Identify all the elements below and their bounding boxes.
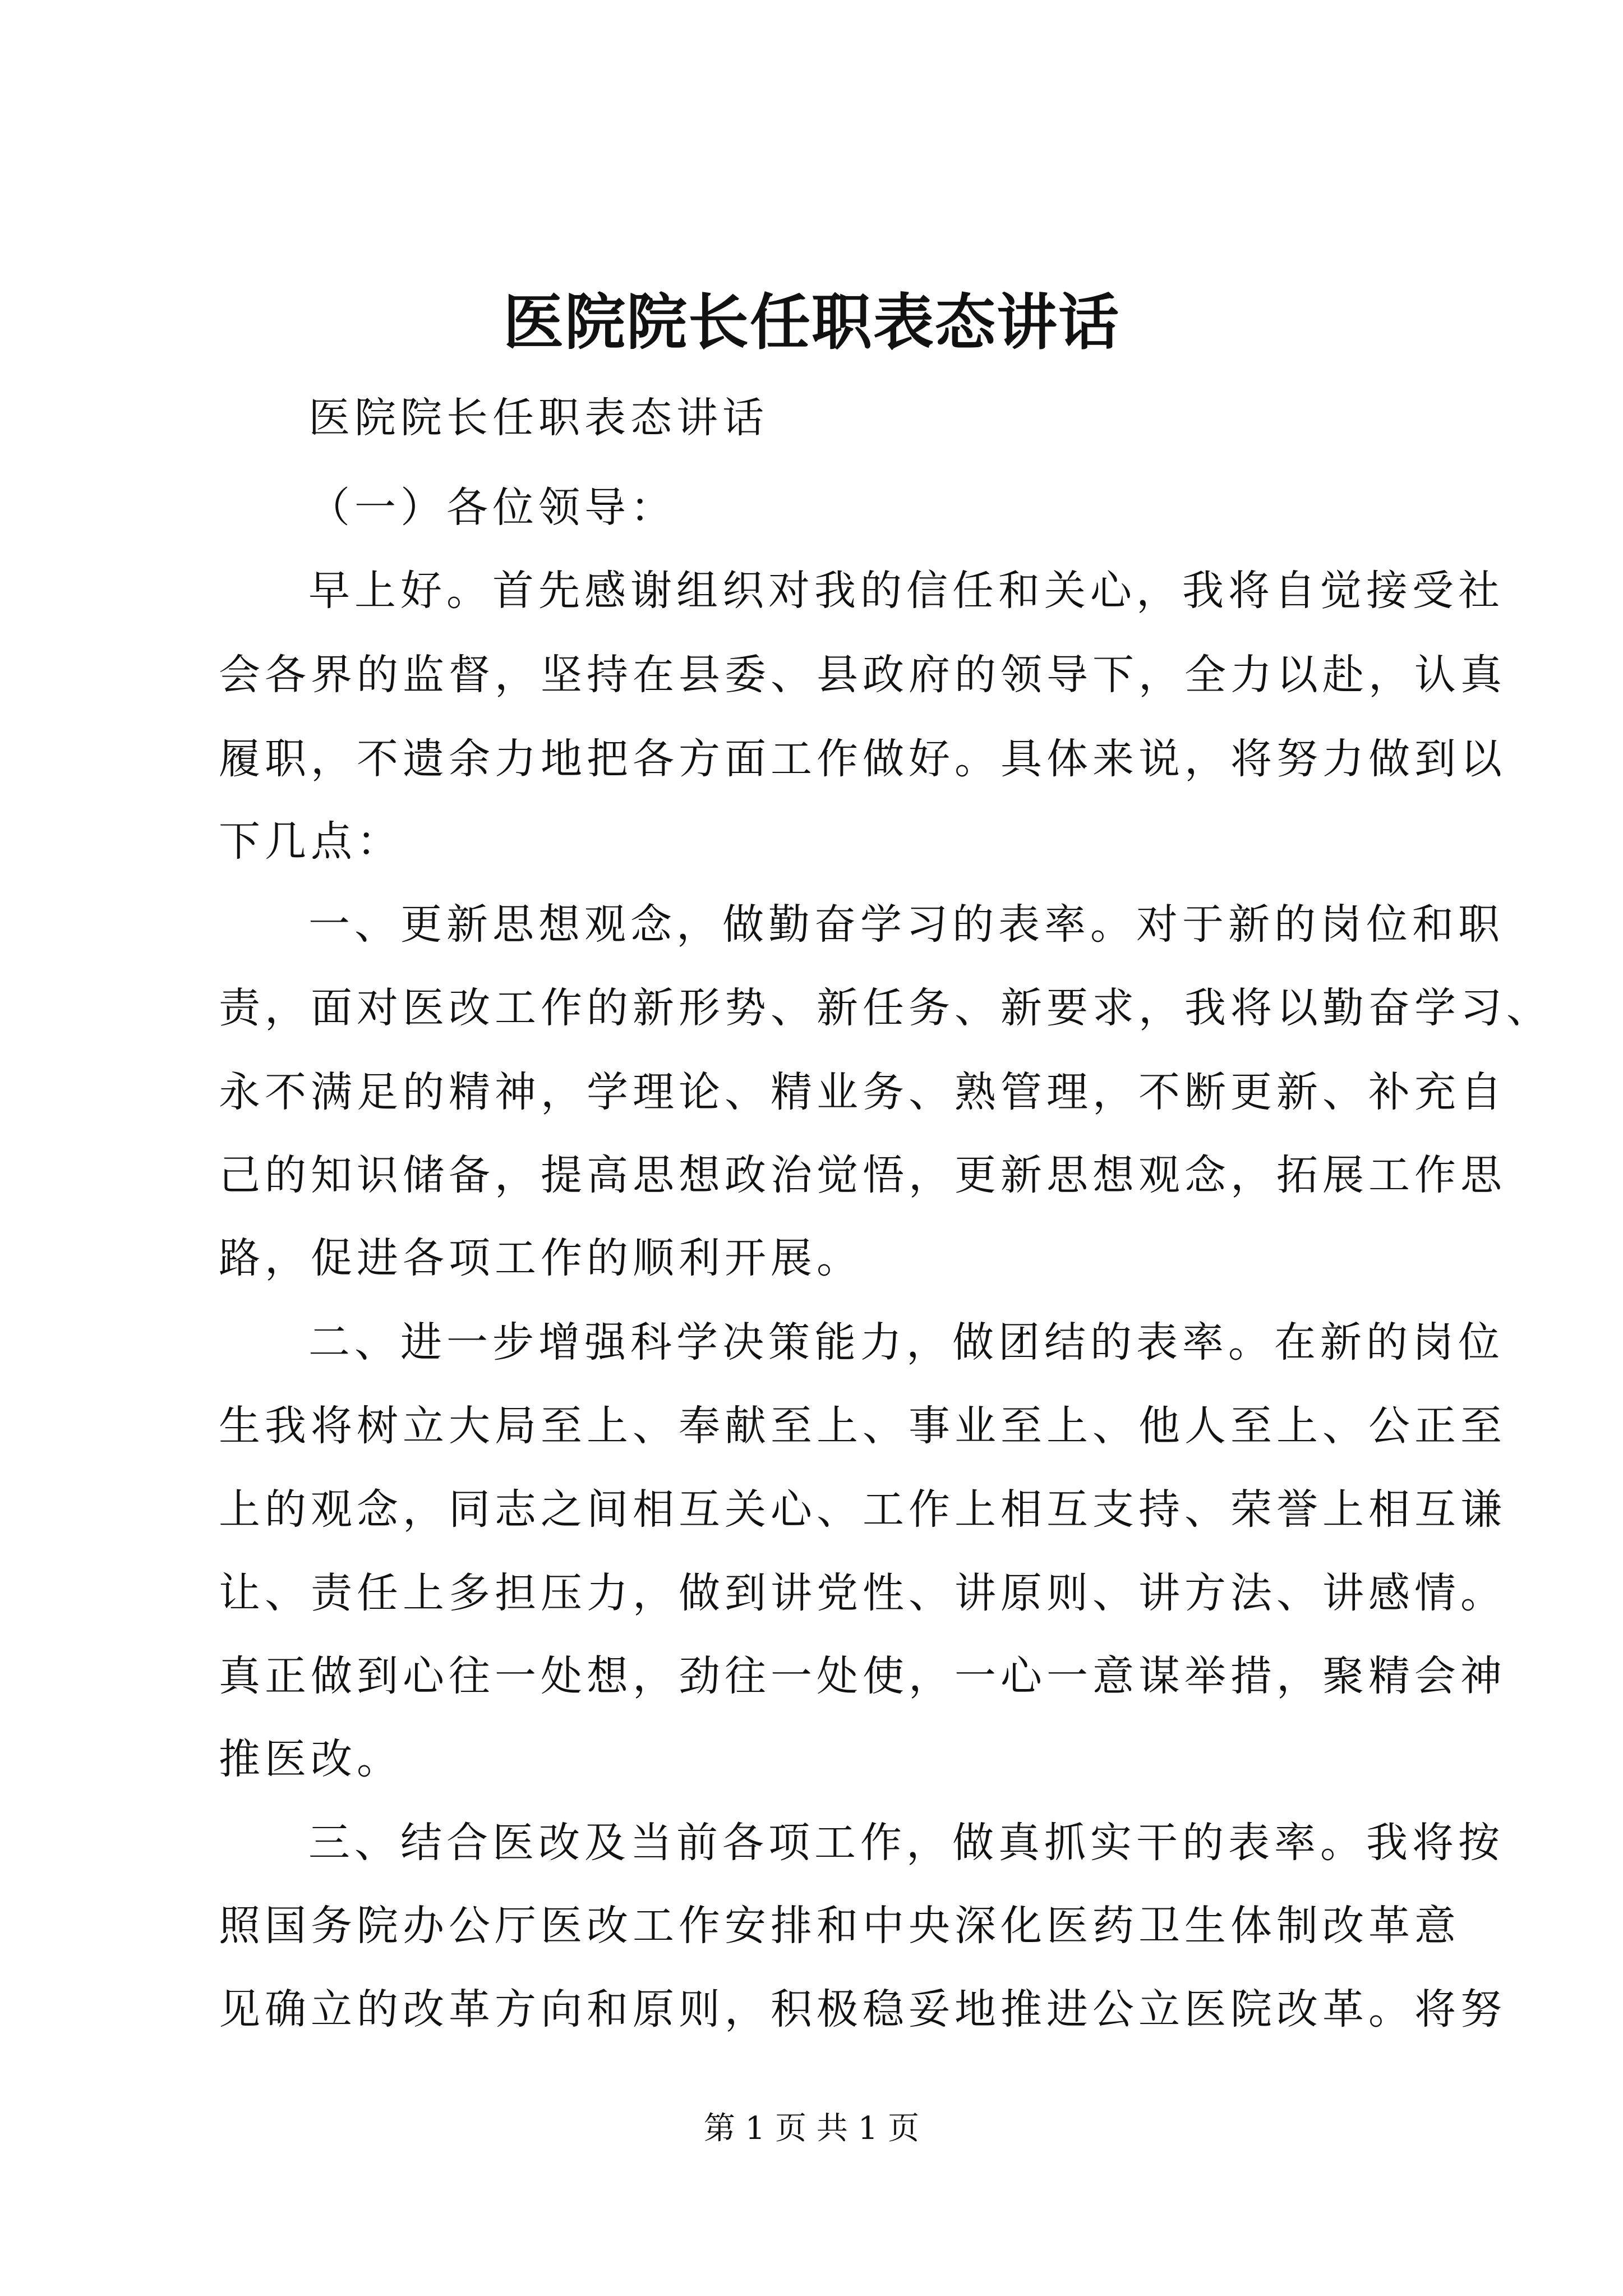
body-line: 永不满足的精神，学理论、精业务、熟管理，不断更新、补充自 (219, 1068, 1506, 1116)
body-line: 真正做到心往一处想，劲往一处使，一心一意谋举措，聚精会神 (219, 1652, 1506, 1700)
salutation-line: （一）各位领导： (308, 484, 676, 532)
body-line: 三、结合医改及当前各项工作，做真抓实干的表率。我将按 (308, 1819, 1504, 1867)
body-line: 生我将树立大局至上、奉献至上、事业至上、他人至上、公正至 (219, 1402, 1506, 1450)
body-line: 让、责任上多担压力，做到讲党性、讲原则、讲方法、讲感情。 (219, 1569, 1506, 1617)
body-line: 责，面对医改工作的新形势、新任务、新要求，我将以勤奋学习、 (219, 984, 1552, 1032)
body-line: 己的知识储备，提高思想政治觉悟，更新思想观念，拓展工作思 (219, 1151, 1506, 1199)
body-line: 会各界的监督，坚持在县委、县政府的领导下，全力以赴，认真 (219, 651, 1506, 699)
subtitle-line: 医院院长任职表态讲话 (308, 394, 768, 442)
document-title: 医院院长任职表态讲话 (502, 287, 1120, 358)
body-line: 早上好。首先感谢组织对我的信任和关心，我将自觉接受社 (308, 567, 1504, 615)
body-line: 见确立的改革方向和原则，积极稳妥地推进公立医院改革。将努 (219, 1985, 1506, 2033)
body-line: 下几点： (219, 817, 403, 866)
body-line: 上的观念，同志之间相互关心、工作上相互支持、荣誉上相互谦 (219, 1485, 1506, 1534)
body-line: 路，促进各项工作的顺利开展。 (219, 1234, 863, 1282)
body-line: 一、更新思想观念，做勤奋学习的表率。对于新的岗位和职 (308, 900, 1504, 949)
body-line: 推医改。 (219, 1735, 403, 1783)
body-line: 二、进一步增强科学决策能力，做团结的表率。在新的岗位 (308, 1318, 1504, 1366)
body-line: 履职，不遗余力地把各方面工作做好。具体来说，将努力做到以 (219, 735, 1506, 783)
body-line: 照国务院办公厅医改工作安排和中央深化医药卫生体制改革意 (219, 1902, 1460, 1950)
page-footer: 第 1 页 共 1 页 (703, 2110, 920, 2147)
